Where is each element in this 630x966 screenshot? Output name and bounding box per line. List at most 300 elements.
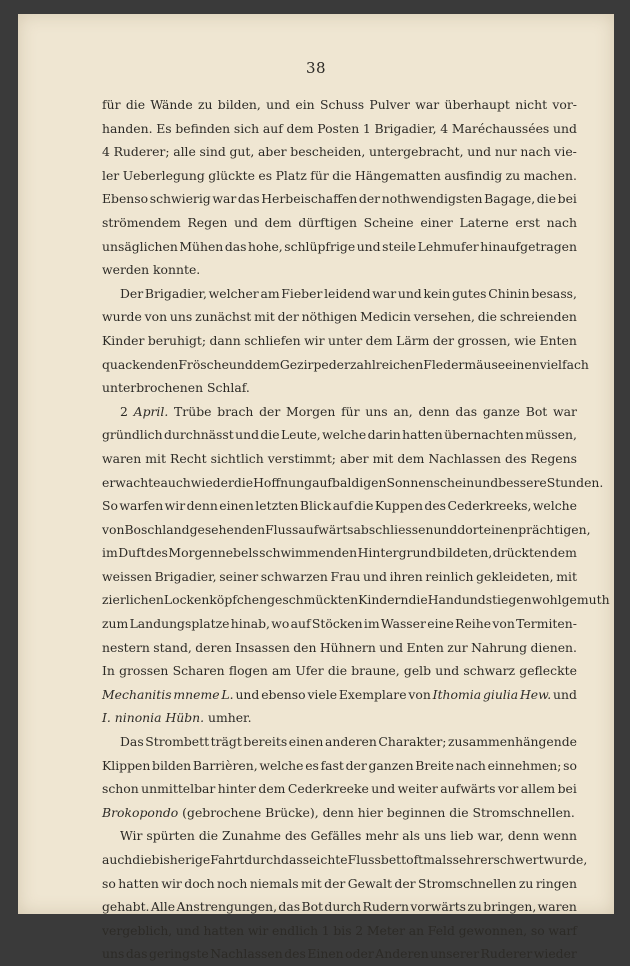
word: der — [324, 875, 346, 891]
word: die — [477, 309, 498, 325]
word: wir — [247, 922, 269, 938]
word: schreienden — [499, 309, 577, 325]
word: mit — [556, 568, 577, 584]
word: endlich — [271, 922, 319, 938]
word: und — [266, 97, 291, 112]
word: Schlaf. — [207, 380, 254, 396]
word: die — [536, 191, 557, 207]
word: Cederkreeke — [287, 781, 369, 797]
word: die — [449, 804, 473, 820]
word: grossen — [119, 663, 169, 679]
word: den — [293, 639, 317, 655]
word: des — [284, 946, 306, 962]
word: Hängematten — [354, 167, 441, 183]
word: Bot — [301, 899, 324, 915]
word: der — [328, 356, 350, 372]
text-line — [102, 565, 577, 589]
word: Anstrengungen, — [176, 899, 278, 915]
word: sichtlich — [210, 450, 264, 466]
word: Stunden. — [546, 474, 604, 490]
word: Blick — [299, 498, 332, 514]
text-line — [102, 801, 577, 825]
word: für — [341, 403, 360, 419]
word: prächtigen, — [518, 521, 591, 537]
word: Herbeischaffen — [261, 191, 358, 207]
word: zu — [467, 899, 482, 915]
word: und — [235, 427, 260, 443]
word: darin — [367, 427, 401, 443]
word: Stöcken — [311, 616, 363, 632]
word: und — [474, 474, 499, 490]
word: dem — [258, 781, 286, 797]
word: waren — [102, 450, 142, 466]
word: mit — [254, 309, 275, 325]
italic-word: I. — [102, 710, 115, 726]
page-number: 38 — [305, 59, 327, 77]
word: Reihe — [455, 616, 492, 632]
word: vielfach — [539, 356, 589, 372]
word: gelb — [403, 663, 432, 679]
word: sich — [233, 120, 260, 136]
word: oftmals — [406, 852, 453, 867]
word: kein — [423, 285, 451, 301]
word: alle — [173, 144, 196, 160]
word: lieb — [450, 828, 474, 844]
word: der — [259, 403, 281, 419]
word: geringste — [148, 946, 209, 962]
word: gesehen — [189, 521, 242, 537]
word: Das — [120, 734, 144, 750]
text-line — [102, 541, 577, 565]
word: ganze — [482, 403, 520, 419]
word: gutes — [451, 285, 487, 301]
word: die — [354, 498, 374, 514]
word: an — [408, 922, 425, 938]
word: Es — [156, 120, 172, 136]
word: Brigadier, — [144, 285, 207, 301]
word: so — [530, 922, 545, 938]
word: vor- — [552, 97, 577, 112]
word: die — [408, 592, 428, 608]
word: Nahrung — [471, 639, 528, 655]
word: Enten — [406, 639, 444, 655]
text-line — [102, 423, 577, 447]
word: Fieber — [281, 285, 323, 301]
word: hatten — [118, 875, 159, 891]
text-line — [102, 400, 577, 424]
word: mit — [145, 450, 166, 466]
word: Leute, — [280, 427, 321, 443]
word: Gewalt — [347, 875, 392, 891]
word: 2 — [355, 922, 364, 938]
word: Kindern — [358, 592, 409, 608]
word: 4 — [440, 120, 449, 136]
word: Zunahme — [222, 828, 282, 844]
word: dem — [397, 450, 425, 466]
word: dienen. — [530, 639, 577, 655]
word: war — [372, 285, 397, 301]
word: flogen — [228, 663, 268, 679]
word: quackenden — [102, 356, 179, 372]
word: und — [356, 238, 381, 254]
word: einen — [219, 498, 254, 514]
text-line — [102, 754, 577, 778]
word: im — [363, 616, 380, 632]
italic-word: mneme — [173, 686, 220, 702]
word: nach — [520, 144, 551, 160]
word: Termiten- — [516, 616, 577, 632]
word: Recht — [170, 450, 207, 466]
word: Morgen — [286, 403, 336, 419]
body-text — [102, 93, 610, 966]
word: war — [212, 191, 237, 207]
word: Feld — [427, 922, 455, 938]
word: müssen, — [525, 427, 577, 443]
word: schwarz — [463, 663, 516, 679]
word: dort — [457, 521, 484, 537]
word: und — [235, 686, 260, 702]
text-line — [102, 329, 577, 353]
word: aber — [340, 450, 369, 466]
word: bringen, — [483, 899, 537, 915]
word: Chinin — [488, 285, 530, 301]
word: nach — [455, 757, 486, 773]
text-line — [102, 777, 577, 801]
italic-word: Mechanitis — [102, 686, 172, 702]
word: Stromschnellen — [418, 875, 517, 891]
word: und — [435, 663, 460, 679]
word: wurde — [102, 309, 142, 325]
word: gehabt. — [102, 899, 150, 915]
word: ganzen — [368, 757, 414, 773]
word: auf — [312, 474, 333, 490]
word: von — [492, 616, 515, 632]
word: Breite — [415, 757, 454, 773]
word: 2 — [120, 403, 128, 419]
word: zum — [102, 616, 129, 632]
word: sind — [199, 144, 226, 160]
word: Ueberlegung — [122, 167, 205, 183]
word: und — [379, 639, 404, 655]
word: warf — [548, 922, 577, 938]
word: hinter — [217, 781, 256, 797]
word: hatten — [203, 922, 245, 938]
word: wurde, — [543, 852, 588, 867]
text-line — [102, 919, 577, 943]
word: des — [284, 828, 307, 844]
word: wo — [271, 616, 290, 632]
word: Schuss — [319, 97, 365, 112]
text-line — [102, 612, 577, 636]
word: das — [278, 899, 301, 915]
word: beginnen — [386, 804, 450, 820]
word: und — [234, 214, 258, 230]
text-line — [102, 353, 589, 377]
word: und — [397, 285, 422, 301]
word: mit — [372, 450, 394, 466]
word: die — [260, 427, 280, 443]
word: handen. — [102, 120, 153, 136]
word: Frau — [330, 568, 361, 584]
word: bilden — [152, 757, 192, 773]
word: Ruderer — [480, 946, 533, 962]
word: strömendem — [102, 214, 181, 230]
word: Stromschnellen. — [472, 804, 579, 820]
word: denn — [322, 804, 358, 820]
italic-word: Hew. — [519, 686, 552, 702]
word: einer — [420, 214, 453, 230]
word: wieder — [190, 474, 234, 490]
word: 1 — [362, 120, 371, 136]
word: Wände — [150, 97, 193, 112]
word: warfen — [119, 498, 164, 514]
word: bisherige — [151, 852, 211, 867]
word: überhaupt — [444, 97, 510, 112]
word: noch — [217, 875, 248, 891]
word: geschmückten — [267, 592, 359, 608]
book-page — [18, 14, 614, 962]
word: Brigadier, — [154, 568, 217, 584]
word: der — [394, 875, 416, 891]
word: auf — [332, 498, 353, 514]
word: hohe, — [248, 238, 283, 254]
word: uns — [423, 828, 447, 844]
word: bei — [557, 781, 577, 797]
word: einnehmen; — [487, 757, 562, 773]
word: Hoffnung — [253, 474, 313, 490]
word: und — [175, 922, 200, 938]
word: ein — [295, 97, 315, 112]
word: am — [272, 663, 292, 679]
word: war — [415, 97, 440, 112]
word: Nachlassen — [210, 946, 283, 962]
word: Kinder — [102, 332, 145, 348]
word: Wasser — [380, 616, 426, 632]
word: dem — [264, 214, 292, 230]
word: Morgennebels — [168, 545, 259, 561]
word: zu — [518, 875, 534, 891]
word: dem — [549, 545, 577, 561]
word: auch — [160, 474, 191, 490]
word: vergeblich, — [102, 922, 173, 938]
word: Regens — [530, 450, 577, 466]
text-line — [102, 140, 577, 164]
word: Kuppen — [374, 498, 423, 514]
word: Flussbett — [347, 852, 407, 867]
word: seiner — [219, 568, 259, 584]
word: ihren — [389, 568, 423, 584]
word: nöthigen — [301, 309, 358, 325]
word: abschliessen — [353, 521, 434, 537]
word: Strombett — [145, 734, 210, 750]
word: reinlich — [425, 568, 474, 584]
word: des — [424, 498, 447, 514]
word: durchnässt — [163, 427, 234, 443]
word: hinaufgetragen — [480, 238, 577, 254]
word: nicht — [515, 97, 548, 112]
word: zu — [505, 167, 521, 183]
word: seichte — [302, 852, 348, 867]
word: Wir — [120, 828, 143, 844]
word: dem — [365, 332, 393, 348]
word: Platz — [275, 167, 307, 183]
word: so — [102, 875, 116, 891]
word: So — [102, 498, 118, 514]
word: bei — [557, 191, 577, 207]
word: Ebenso — [102, 191, 149, 207]
word: Posten — [317, 120, 360, 136]
word: stiegen — [485, 592, 532, 608]
word: doch — [184, 875, 215, 891]
word: wenn — [543, 828, 577, 844]
word: Meter — [366, 922, 406, 938]
word: dürftigen — [298, 214, 357, 230]
word: Duft — [118, 545, 146, 561]
word: Sonnenschein — [386, 474, 475, 490]
italic-word: giulia — [482, 686, 519, 702]
word: befinden — [175, 120, 231, 136]
word: einen — [288, 734, 324, 750]
text-line — [102, 93, 577, 117]
word: gefleckte — [519, 663, 577, 679]
word: erschwert — [480, 852, 544, 867]
word: gut, — [229, 144, 255, 160]
word: Enten — [539, 332, 577, 348]
word: Exemplare — [338, 686, 407, 702]
word: Klippen — [102, 757, 151, 773]
word: wohlgemuth — [531, 592, 610, 608]
word: wir — [161, 875, 182, 891]
word: 1 — [321, 922, 330, 938]
word: zusammenhängende — [448, 734, 577, 750]
word: zahlreichen — [349, 356, 424, 372]
word: besass, — [531, 285, 577, 301]
word: schwimmenden — [259, 545, 358, 561]
word: welcher — [208, 285, 259, 301]
word: gekleideten, — [476, 568, 554, 584]
word: niemals — [249, 875, 299, 891]
word: unsäglichen — [102, 238, 178, 254]
word: verstimmt; — [267, 450, 336, 466]
word: Gefälles — [310, 828, 362, 844]
text-line — [102, 706, 577, 730]
word: Alle — [150, 899, 176, 915]
word: denn — [418, 403, 450, 419]
word: oder — [345, 946, 374, 962]
word: für — [102, 97, 121, 112]
text-line — [102, 305, 577, 329]
word: anderen — [324, 734, 377, 750]
word: Lockenköpfchen — [163, 592, 268, 608]
text-line — [102, 117, 577, 141]
word: glückte — [208, 167, 255, 183]
word: übernachten — [444, 427, 524, 443]
word: die — [233, 474, 254, 490]
word: brach — [217, 403, 254, 419]
word: Regen — [187, 214, 228, 230]
word: Landungsplatze — [129, 616, 230, 632]
word: der — [277, 309, 299, 325]
word: dem — [252, 356, 280, 372]
word: fast — [320, 757, 344, 773]
word: Hühnern — [319, 639, 376, 655]
word: unter — [328, 332, 363, 348]
word: Scharen — [172, 663, 225, 679]
text-line — [102, 187, 577, 211]
word: Insassen — [235, 639, 290, 655]
word: allem — [520, 781, 556, 797]
word: welche — [322, 427, 367, 443]
word: zunächst — [195, 309, 252, 325]
word: Hintergrund — [357, 545, 437, 561]
word: das — [224, 238, 247, 254]
word: gewonnen, — [458, 922, 528, 938]
word: vorwärts — [410, 899, 467, 915]
word: aufwärts — [298, 521, 354, 537]
word: es — [258, 167, 273, 183]
word: uns — [365, 403, 388, 419]
word: und — [433, 521, 458, 537]
text-line — [102, 494, 577, 518]
text-line — [102, 872, 577, 896]
word: zierlichen — [102, 592, 164, 608]
text-line — [102, 659, 577, 683]
word: erst — [515, 214, 540, 230]
italic-word: Hübn. — [165, 710, 209, 726]
word: aber — [258, 144, 287, 160]
word: Gezirpe — [279, 356, 329, 372]
word: wieder — [533, 946, 577, 962]
word: Fledermäuse — [423, 356, 506, 372]
word: welche — [259, 757, 304, 773]
text-line — [102, 824, 577, 848]
word: Laterne — [459, 214, 509, 230]
word: eine — [427, 616, 454, 632]
word: Brigadier, — [374, 120, 437, 136]
word: Charakter; — [378, 734, 447, 750]
word: Der — [120, 285, 144, 301]
word: In — [102, 663, 115, 679]
word: und — [228, 356, 253, 372]
word: beruhigt; — [147, 332, 207, 348]
word: ringen — [535, 875, 577, 891]
word: leidend — [324, 285, 371, 301]
word: dem — [286, 120, 314, 136]
word: Rudern — [362, 899, 410, 915]
word: schon — [102, 781, 139, 797]
word: spürten — [146, 828, 195, 844]
word: nach — [546, 214, 577, 230]
word: schwarzen — [260, 568, 328, 584]
word: Hand — [427, 592, 462, 608]
text-line — [102, 895, 577, 919]
word: hatten — [402, 427, 443, 443]
word: für — [310, 167, 329, 183]
text-line — [102, 848, 588, 872]
italic-word: Ithomia — [432, 686, 482, 702]
word: Mühen — [179, 238, 224, 254]
word: sehr — [452, 852, 481, 867]
word: nothwendigsten — [381, 191, 483, 207]
word: nur — [494, 144, 517, 160]
word: einen — [483, 521, 519, 537]
word: Medicin — [360, 309, 411, 325]
word: im — [102, 545, 118, 561]
word: Scheine — [363, 214, 414, 230]
text-line — [102, 447, 577, 471]
text-line — [102, 164, 577, 188]
word: am — [260, 285, 280, 301]
